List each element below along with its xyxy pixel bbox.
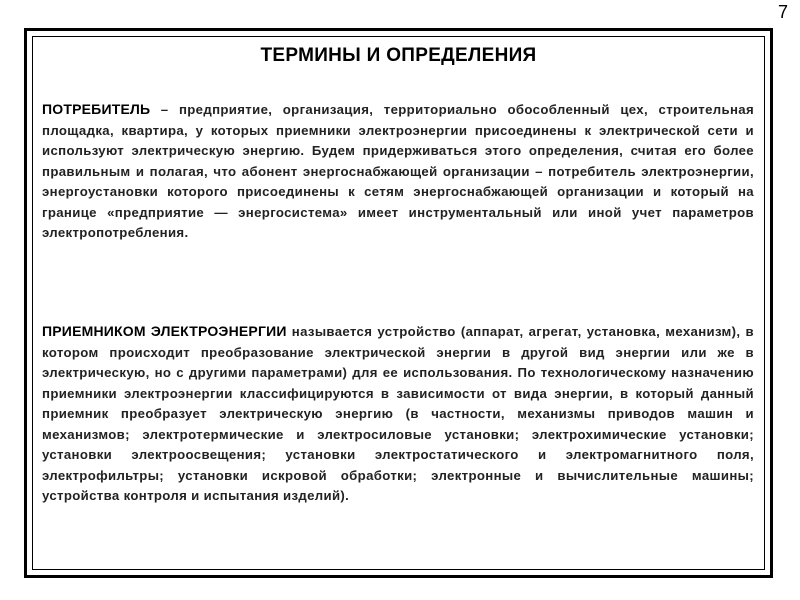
definition-term: ПРИЕМНИКОМ ЭЛЕКТРОЭНЕРГИИ bbox=[42, 323, 287, 339]
page-title: ТЕРМИНЫ И ОПРЕДЕЛЕНИЯ bbox=[260, 45, 537, 66]
slide-frame bbox=[24, 28, 773, 578]
definition-term: ПОТРЕБИТЕЛЬ bbox=[42, 101, 151, 117]
definition-text: называется устройство (аппарат, агрегат, установка, механизм), в котором происходит преобразование электрической энергии в другой вид энергии или же в электрическую, но с другими параметрами) для ее использования. По технологическому назначению приемники электроэнергии классифицируются в зависимости от вида энергии, в который данный приемник преобразует электрическую энергию (в частности, механизмы приводов машин и механизмов; электротермические и электросиловые установки; электрохимические установки; установки электроосвещения; установки электростатического и электромагнитного поля, электрофильтры; установки искровой обработки; электронные и вычислительные машины; устройства контроля и испытания изделий). bbox=[42, 324, 754, 503]
definition-text: – предприятие, организация, территориально обособленный цех, строительная площадка, квартира, у которых приемники электроэнергии присоединены к электрической сети и используют электрическую энергию. Будем придерживаться этого определения, считая его более правильным и полагая, что абонент энергоснабжающей организации – потребитель электроэнергии, энергоустановки которого присоединены к сетям энергоснабжающей организации и который на границе «предприятие — энергосистема» имеет инструментальный или иной учет параметров электропотребления. bbox=[42, 102, 754, 240]
definition-receiver bbox=[42, 321, 754, 507]
definition-consumer bbox=[42, 99, 754, 244]
slide-inner-frame bbox=[32, 36, 765, 570]
page-number: 7 bbox=[777, 2, 788, 22]
